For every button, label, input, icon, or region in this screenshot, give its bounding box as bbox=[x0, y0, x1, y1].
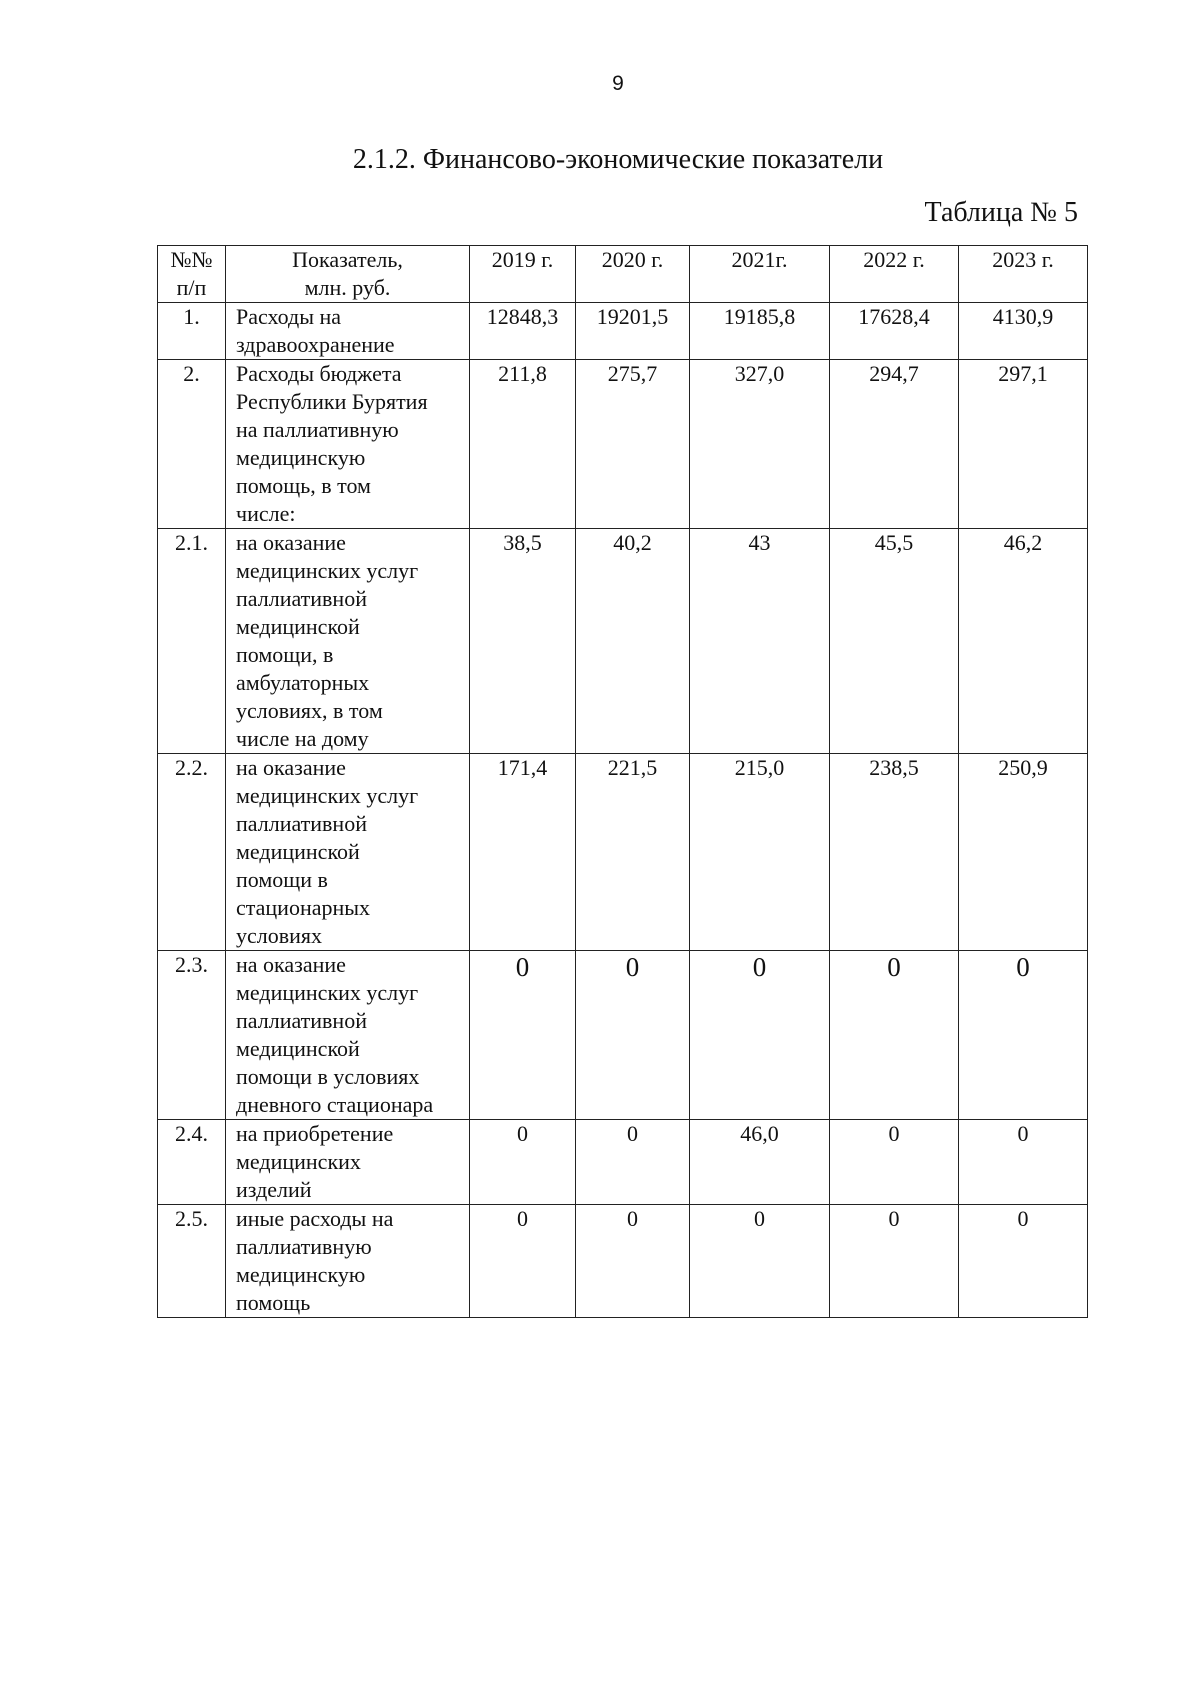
table-header-row bbox=[158, 246, 1088, 303]
cell-value: 43 bbox=[690, 529, 830, 754]
cell-value: 294,7 bbox=[830, 360, 959, 529]
cell-value: 0 bbox=[959, 951, 1088, 1120]
cell-value: 12848,3 bbox=[470, 303, 576, 360]
cell-value: 0 bbox=[690, 1205, 830, 1318]
header-year-2023: 2023 г. bbox=[959, 246, 1088, 303]
row-number: 2. bbox=[158, 360, 226, 529]
cell-value: 0 bbox=[576, 951, 690, 1120]
table-row bbox=[158, 754, 1088, 951]
table-row bbox=[158, 1120, 1088, 1205]
cell-value: 297,1 bbox=[959, 360, 1088, 529]
row-indicator: на оказание медицинских услуг паллиативной медицинской помощи в условиях дневного стационара bbox=[226, 951, 470, 1120]
cell-value: 250,9 bbox=[959, 754, 1088, 951]
header-year-2019: 2019 г. bbox=[470, 246, 576, 303]
row-number: 2.5. bbox=[158, 1205, 226, 1318]
row-indicator: на оказание медицинских услуг паллиативной медицинской помощи в стационарных условиях bbox=[226, 754, 470, 951]
cell-value: 45,5 bbox=[830, 529, 959, 754]
cell-value: 0 bbox=[470, 951, 576, 1120]
cell-value: 0 bbox=[830, 1120, 959, 1205]
page-number: 9 bbox=[612, 72, 624, 95]
cell-value: 0 bbox=[830, 951, 959, 1120]
cell-value: 0 bbox=[576, 1205, 690, 1318]
cell-value: 0 bbox=[470, 1205, 576, 1318]
cell-value: 238,5 bbox=[830, 754, 959, 951]
cell-value: 46,2 bbox=[959, 529, 1088, 754]
table-row bbox=[158, 360, 1088, 529]
row-number: 2.3. bbox=[158, 951, 226, 1120]
table-row bbox=[158, 1205, 1088, 1318]
row-indicator: на приобретение медицинских изделий bbox=[226, 1120, 470, 1205]
row-number: 2.2. bbox=[158, 754, 226, 951]
section-title: 2.1.2. Финансово-экономические показатели bbox=[352, 144, 884, 175]
financial-indicators-table bbox=[157, 245, 1088, 1318]
cell-value: 19201,5 bbox=[576, 303, 690, 360]
cell-value: 46,0 bbox=[690, 1120, 830, 1205]
cell-value: 0 bbox=[690, 951, 830, 1120]
table-row bbox=[158, 303, 1088, 360]
cell-value: 0 bbox=[830, 1205, 959, 1318]
header-indicator: Показатель, млн. руб. bbox=[226, 246, 470, 303]
row-indicator: Расходы бюджета Республики Бурятия на паллиативную медицинскую помощь, в том числе: bbox=[226, 360, 470, 529]
header-year-2020: 2020 г. bbox=[576, 246, 690, 303]
table-row bbox=[158, 951, 1088, 1120]
cell-value: 0 bbox=[959, 1120, 1088, 1205]
table-label: Таблица № 5 bbox=[924, 197, 1078, 228]
row-number: 1. bbox=[158, 303, 226, 360]
header-year-2022: 2022 г. bbox=[830, 246, 959, 303]
cell-value: 221,5 bbox=[576, 754, 690, 951]
header-year-2021: 2021г. bbox=[690, 246, 830, 303]
cell-value: 0 bbox=[576, 1120, 690, 1205]
cell-value: 215,0 bbox=[690, 754, 830, 951]
cell-value: 19185,8 bbox=[690, 303, 830, 360]
cell-value: 17628,4 bbox=[830, 303, 959, 360]
row-number: 2.1. bbox=[158, 529, 226, 754]
cell-value: 327,0 bbox=[690, 360, 830, 529]
cell-value: 211,8 bbox=[470, 360, 576, 529]
cell-value: 38,5 bbox=[470, 529, 576, 754]
cell-value: 171,4 bbox=[470, 754, 576, 951]
cell-value: 0 bbox=[470, 1120, 576, 1205]
row-number: 2.4. bbox=[158, 1120, 226, 1205]
cell-value: 275,7 bbox=[576, 360, 690, 529]
row-indicator: на оказание медицинских услуг паллиативной медицинской помощи, в амбулаторных условиях, в том числе на дому bbox=[226, 529, 470, 754]
cell-value: 4130,9 bbox=[959, 303, 1088, 360]
table-row bbox=[158, 529, 1088, 754]
row-indicator: иные расходы на паллиативную медицинскую помощь bbox=[226, 1205, 470, 1318]
header-number: №№ п/п bbox=[158, 246, 226, 303]
cell-value: 40,2 bbox=[576, 529, 690, 754]
cell-value: 0 bbox=[959, 1205, 1088, 1318]
row-indicator: Расходы на здравоохранение bbox=[226, 303, 470, 360]
